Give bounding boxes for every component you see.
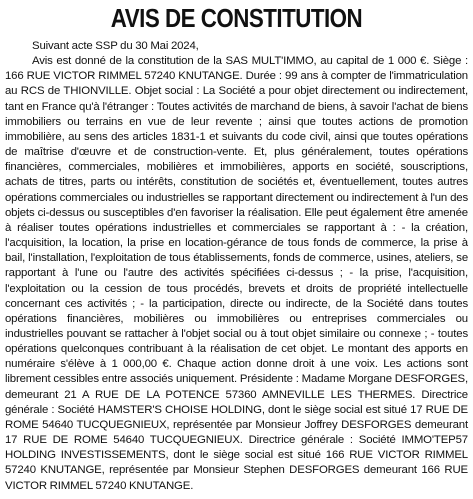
deed-reference: Suivant acte SSP du 30 Mai 2024,	[32, 40, 199, 52]
notice-title: AVIS DE CONSTITUTION	[110, 3, 363, 33]
notice-body: Avis est donné de la constitution de la SAS MULT'IMMO, au capital de 1 000 €. Siège : 166 RUE VICTOR RIMMEL 57240 KNUTANGE. Durée : 99 ans à compter de l'immatriculation au RCS de THIONVILLE. Objet social : La Société a pour objet directement ou indirectement, tant en France qu'à l'étranger : Toutes activités de marchand de biens, à savoir l'achat de biens immobiliers ou terrains en vue de leur revente ; ainsi que toutes actions de promotion immobilière, au sens des articles 1831-1 et suivants du code civil, ainsi que toutes opérations de maîtrise d'œuvre et de construction-vente. Et, plus généralement, toutes opérations financières, commerciales, mobilières et immobilières, apports en société, souscriptions, achats de titres, parts ou intérêts, constitution de sociétés et, éventuellement, toutes autres opérations commerciales ou industrielles se rapportant directement ou indirectement à l'un des objets ci-dessus ou susceptibles d'en favoriser la réalisation. Elle peut également être amenée à réaliser toutes opérations industrielles et commerciales se rapportant à : - la création, l'acquisition, la location, la prise en location-gérance de tous fonds de commerce, la prise à bail, l'installation, l'exploitation de tous établissements, fonds de commerce, usines, ateliers, se rapportant à l'une ou l'autre des activités spécifiées ci-dessus ; - la prise, l'acquisition, l'exploitation ou la cession de tous procédés, brevets et droits de propriété intellectuelle concernant ces activités ; - la participation, directe ou indirecte, de la Société dans toutes opérations financières, mobilières ou immobilières ou entreprises commerciales ou industrielles pouvant se rattacher à l'objet social ou à tout objet similaire ou connexe ; - toutes opérations quelconques contribuant à la réalisation de cet objet. Le montant des apports en numéraire s'élève à 1 000,00 €. Chaque action donne droit à une voix. Les actions sont librement cessibles entre associés uniquement. Présidente : Madame Morgane DESFORGES, demeurant 21 A RUE DE LA POTENCE 57360 AMNEVILLE LES THERMES. Directrice générale : Société HAMSTER'S CHOISE HOLDING, dont le siège social est situé 17 RUE DE ROME 54640 TUCQUEGNIEUX, représentée par Monsieur Joffrey DESFORGES demeurant 17 RUE DE ROME 54640 TUCQUEGNIEUX. Directrice générale : Société IMMO'TEP57 HOLDING INVESTISSEMENTS, dont le siège social est situé 166 RUE VICTOR RIMMEL 57240 KNUTANGE, représentée par Monsieur Stephen DESFORGES demeurant 166 RUE VICTOR RIMMEL 57240 KNUTANGE.	[5, 55, 468, 492]
